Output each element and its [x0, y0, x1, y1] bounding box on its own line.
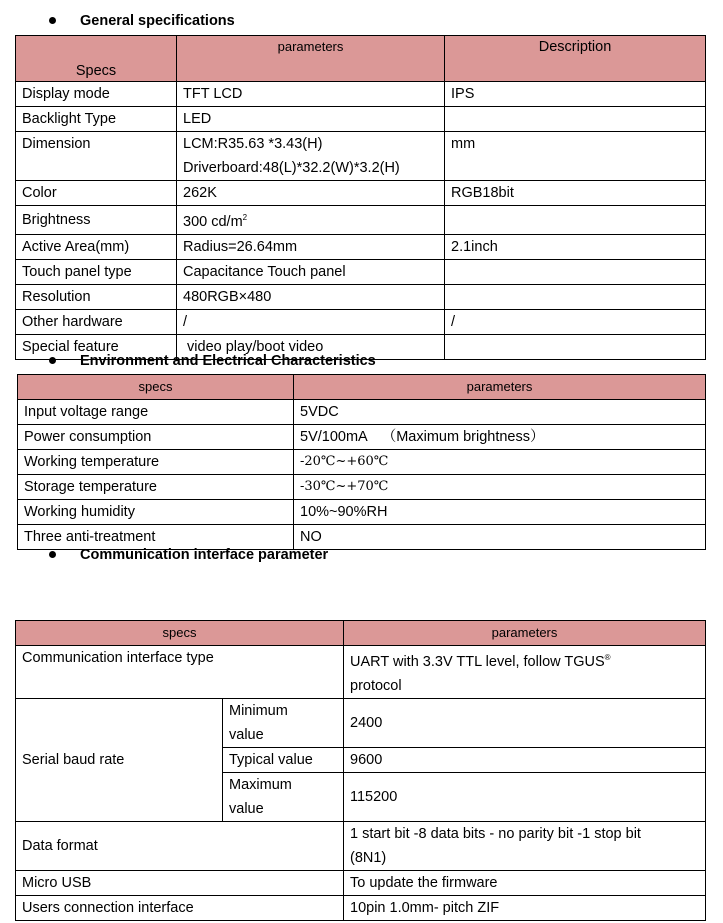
table-row — [16, 646, 706, 699]
spec-cell: Resolution — [16, 284, 177, 309]
param-cell: / — [177, 309, 445, 334]
table-row — [16, 895, 706, 920]
table-row — [18, 450, 706, 475]
table-row — [16, 206, 706, 235]
spec-cell-baud: Serial baud rate — [16, 698, 223, 821]
section-heading-communication: Communication interface parameter — [80, 547, 329, 563]
bullet-icon — [49, 357, 56, 364]
param-cell — [344, 646, 706, 699]
desc-cell: 2.1inch — [445, 234, 706, 259]
bullet-icon — [49, 551, 56, 558]
param-cell: video play/boot video — [177, 334, 445, 359]
param-cell: -30℃~+70℃ — [294, 475, 706, 500]
sub-spec-cell: Typical value — [223, 747, 344, 772]
param-cell: 115200 — [344, 772, 706, 821]
table-row — [16, 309, 706, 334]
superscript: 2 — [242, 213, 248, 222]
section-heading-environment: Environment and Electrical Characteristics — [80, 353, 376, 369]
param-cell: 9600 — [344, 747, 706, 772]
param-line: protocol — [350, 677, 402, 694]
param-cell: -20℃~+60℃ — [294, 450, 706, 475]
sub-spec-cell: Minimum value — [223, 698, 344, 747]
header-specs: specs — [18, 375, 294, 400]
param-line: 1 start bit -8 data bits - no parity bit -1 stop bit — [350, 825, 641, 842]
table-header-row — [18, 375, 706, 400]
table-row — [18, 425, 706, 450]
table-row — [16, 82, 706, 107]
environment-table — [17, 374, 706, 550]
param-cell: TFT LCD — [177, 82, 445, 107]
spec-cell: Storage temperature — [18, 475, 294, 500]
spec-cell: Users connection interface — [16, 895, 344, 920]
spec-cell: Three anti-treatment — [18, 525, 294, 550]
desc-cell: mm — [445, 132, 706, 181]
desc-cell — [445, 284, 706, 309]
param-cell: NO — [294, 525, 706, 550]
param-cell — [177, 132, 445, 181]
param-line: Driverboard:48(L)*32.2(W)*3.2(H) — [183, 160, 400, 176]
param-cell — [177, 206, 445, 235]
table-row — [16, 284, 706, 309]
desc-cell: / — [445, 309, 706, 334]
desc-cell — [445, 334, 706, 359]
desc-cell: RGB18bit — [445, 181, 706, 206]
spec-cell: Micro USB — [16, 870, 344, 895]
header-specs: specs — [16, 621, 344, 646]
table-row — [16, 870, 706, 895]
param-cell: LED — [177, 107, 445, 132]
header-specs: Specs — [16, 36, 177, 82]
sub-spec-cell: Maximum value — [223, 772, 344, 821]
spec-cell: Active Area(mm) — [16, 234, 177, 259]
table-header-row — [16, 621, 706, 646]
param-cell — [294, 425, 706, 450]
param-cell: 262K — [177, 181, 445, 206]
table-row — [16, 821, 706, 870]
spec-cell: Other hardware — [16, 309, 177, 334]
table-row — [16, 698, 706, 747]
param-line: (8N1) — [350, 849, 387, 866]
registered-mark: ® — [604, 653, 611, 662]
param-line: UART with 3.3V TTL level, follow TGUS® — [350, 653, 611, 670]
spec-cell: Communication interface type — [16, 646, 344, 699]
param-cell: 10%~90%RH — [294, 500, 706, 525]
general-spec-table — [15, 35, 706, 360]
table-row — [16, 234, 706, 259]
table-row — [16, 181, 706, 206]
param-cell: Radius=26.64mm — [177, 234, 445, 259]
section-heading-general: General specifications — [80, 13, 235, 29]
table-row — [18, 500, 706, 525]
desc-cell — [445, 107, 706, 132]
table-row — [18, 400, 706, 425]
bullet-icon — [49, 17, 56, 24]
table-row — [18, 475, 706, 500]
spec-cell: Display mode — [16, 82, 177, 107]
table-header-row — [16, 36, 706, 82]
table-row — [16, 259, 706, 284]
spec-cell: Power consumption — [18, 425, 294, 450]
header-parameters: parameters — [294, 375, 706, 400]
header-parameters: parameters — [344, 621, 706, 646]
spec-cell: Input voltage range — [18, 400, 294, 425]
param-cell: Capacitance Touch panel — [177, 259, 445, 284]
spec-cell: Working humidity — [18, 500, 294, 525]
desc-cell — [445, 259, 706, 284]
spec-cell: Backlight Type — [16, 107, 177, 132]
param-cell — [344, 821, 706, 870]
param-cell: To update the firmware — [344, 870, 706, 895]
param-cell: 10pin 1.0mm- pitch ZIF — [344, 895, 706, 920]
param-cell: 2400 — [344, 698, 706, 747]
spec-cell: Touch panel type — [16, 259, 177, 284]
communication-table — [15, 620, 706, 921]
spec-cell: Brightness — [16, 206, 177, 235]
header-description: Description — [445, 36, 706, 82]
spec-cell: Color — [16, 181, 177, 206]
spec-cell: Data format — [16, 821, 344, 870]
desc-cell: IPS — [445, 82, 706, 107]
param-value: 5V/100mA — [300, 429, 368, 445]
table-row — [16, 132, 706, 181]
brightness-value: 300 cd/m — [183, 213, 243, 230]
param-cell: 480RGB×480 — [177, 284, 445, 309]
table-row — [16, 107, 706, 132]
spec-cell: Special feature — [16, 334, 177, 359]
param-note: （Maximum brightness） — [381, 429, 545, 445]
spec-cell: Working temperature — [18, 450, 294, 475]
param-cell: 5VDC — [294, 400, 706, 425]
header-parameters: parameters — [177, 36, 445, 82]
param-line: LCM:R35.63 *3.43(H) — [183, 136, 323, 152]
spec-cell: Dimension — [16, 132, 177, 181]
desc-cell — [445, 206, 706, 235]
